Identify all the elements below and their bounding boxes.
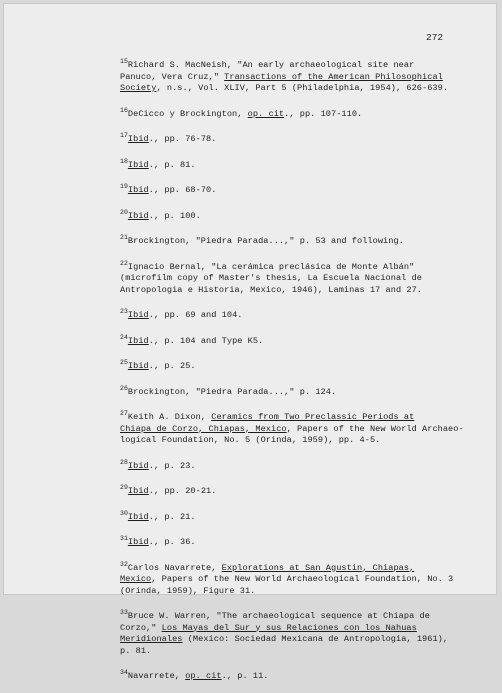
underlined-text: Transactions of the American Philosophical bbox=[224, 71, 443, 82]
footnote-30 bbox=[120, 508, 484, 524]
footnote-number: 25 bbox=[120, 359, 128, 366]
footnote-number: 28 bbox=[120, 458, 128, 466]
footnote-line bbox=[120, 435, 484, 447]
page-number: 272 bbox=[426, 32, 444, 43]
footnote-line bbox=[84, 306, 484, 322]
footnote-33 bbox=[120, 607, 484, 657]
underlined-text: Los Mayas del Sur y sus Relaciones con los Nahuas bbox=[161, 622, 417, 633]
footnote-line bbox=[84, 56, 484, 72]
footnote-number: 31 bbox=[120, 535, 128, 542]
footnote-21 bbox=[120, 232, 484, 248]
footnote-line bbox=[84, 332, 484, 348]
footnote-number: 16 bbox=[120, 106, 128, 114]
footnote-number: 26 bbox=[120, 384, 128, 392]
underlined-text: Ibid bbox=[127, 134, 149, 144]
footnote-line bbox=[84, 207, 484, 223]
footnote-text: , n.s., Vol. XLIV, Part 5 (Philadelphia, 1954), 626-639. bbox=[156, 83, 449, 93]
footnote-text: ., p. 81. bbox=[148, 159, 196, 170]
footnote-text: Antropologia e Historia, Mexico, 1946), Laminas 17 and 27. bbox=[120, 284, 423, 295]
footnote-18 bbox=[120, 156, 484, 172]
footnote-text: ., pp. 68-70. bbox=[148, 185, 217, 195]
underlined-text: Mexico bbox=[120, 574, 152, 584]
footnote-line bbox=[84, 130, 484, 146]
footnote-text: , Papers of the New World Archaeological Foundation, No. 3 bbox=[151, 574, 454, 584]
footnote-text: ., p. 23. bbox=[148, 460, 196, 471]
underlined-text: Ibid bbox=[127, 210, 149, 221]
underlined-text: op. cit bbox=[247, 108, 285, 119]
footnote-number: 17 bbox=[120, 132, 128, 139]
footnote-text: ., pp. 20-21. bbox=[148, 486, 217, 496]
footnote-19 bbox=[120, 181, 484, 197]
footnote-text: p. 81. bbox=[120, 645, 152, 656]
footnote-line bbox=[120, 424, 484, 436]
underlined-text: Explorations at San Agustin, Chiapas, bbox=[221, 562, 415, 573]
footnote-text: ., p. 25. bbox=[148, 361, 196, 371]
footnote-number: 18 bbox=[120, 157, 128, 165]
footnote-22 bbox=[120, 258, 484, 297]
footnote-text: Richard S. MacNeish, "An early archaeological site near bbox=[127, 60, 415, 70]
footnote-line bbox=[84, 105, 484, 121]
footnote-text: ., p. 11. bbox=[221, 671, 269, 681]
footnote-line bbox=[84, 156, 484, 172]
underlined-text: Society bbox=[120, 83, 157, 93]
footnote-text: (Mexico: Sociedad Mexicana de Antropologia, 1961), bbox=[182, 634, 449, 644]
footnote-32 bbox=[120, 559, 484, 598]
footnote-line bbox=[84, 667, 484, 683]
footnote-line bbox=[120, 574, 484, 586]
footnote-line bbox=[120, 273, 484, 285]
footnote-27 bbox=[120, 408, 484, 447]
underlined-text: Ibid bbox=[127, 361, 149, 371]
footnote-29 bbox=[120, 482, 484, 498]
footnote-26 bbox=[120, 383, 484, 399]
footnote-text: ., p. 104 and Type K5. bbox=[148, 335, 264, 346]
footnote-text: ., p. 36. bbox=[148, 537, 196, 547]
footnote-line bbox=[84, 258, 484, 274]
underlined-text: Ibid bbox=[127, 335, 149, 346]
footnote-16 bbox=[120, 105, 484, 121]
footnote-text: Bruce W. Warren, "The archaeological sequence at Chiapa de bbox=[127, 611, 430, 621]
underlined-text: Chiapa de Corzo, Chiapas, Mexico bbox=[120, 423, 287, 434]
footnote-text: ., pp. 69 and 104. bbox=[148, 310, 243, 320]
underlined-text: Ibid bbox=[127, 185, 149, 195]
footnote-20 bbox=[120, 207, 484, 223]
underlined-text: Ibid bbox=[127, 310, 149, 320]
underlined-text: Ceramics from Two Preclassic Periods at bbox=[211, 412, 415, 422]
footnote-text: ., p. 100. bbox=[148, 210, 201, 221]
footnote-line bbox=[84, 357, 484, 373]
footnote-number: 21 bbox=[120, 234, 128, 241]
footnote-24 bbox=[120, 332, 484, 348]
underlined-text: op. cit bbox=[185, 671, 222, 681]
footnote-34 bbox=[120, 667, 484, 683]
footnote-number: 33 bbox=[120, 609, 128, 616]
footnote-text: Brockington, "Piedra Parada...," p. 124. bbox=[127, 386, 337, 397]
footnote-17 bbox=[120, 130, 484, 146]
footnote-number: 19 bbox=[120, 183, 128, 190]
document-page bbox=[3, 3, 497, 681]
footnote-text: ., pp. 107-110. bbox=[284, 108, 363, 119]
footnote-15 bbox=[120, 56, 484, 95]
footnote-text: Ignacio Bernal, "La cerámica preclásica de Monte Albán" bbox=[127, 261, 415, 272]
footnote-line bbox=[84, 181, 484, 197]
footnote-line bbox=[120, 586, 484, 598]
footnote-number: 24 bbox=[120, 333, 128, 341]
footnote-text: DeCicco y Brockington, bbox=[127, 108, 248, 119]
underlined-text: Ibid bbox=[127, 159, 149, 170]
underlined-text: Ibid bbox=[127, 511, 149, 522]
footnote-number: 22 bbox=[120, 259, 128, 267]
underlined-text: Ibid bbox=[127, 486, 149, 496]
footnote-25 bbox=[120, 357, 484, 373]
footnote-line bbox=[120, 83, 484, 95]
footnote-text: logical Foundation, No. 5 (Orinda, 1959), pp. 4-5. bbox=[120, 435, 381, 445]
footnote-line bbox=[84, 482, 484, 498]
underlined-text: Ibid bbox=[127, 537, 149, 547]
footnote-number: 15 bbox=[120, 58, 128, 65]
footnote-28 bbox=[120, 457, 484, 473]
footnote-text: , Papers of the New World Archaeo- bbox=[286, 423, 464, 434]
footnote-line bbox=[84, 508, 484, 524]
footnote-text: (microfilm copy of Master's thesis, La Escuela Nacional de bbox=[120, 273, 423, 283]
footnote-text: Panuco, Vera Cruz," bbox=[120, 71, 225, 82]
footnote-line bbox=[120, 646, 484, 658]
footnote-number: 20 bbox=[120, 208, 128, 216]
footnote-number: 32 bbox=[120, 560, 128, 568]
footnote-text: Corzo," bbox=[120, 622, 162, 633]
footnote-line bbox=[84, 533, 484, 549]
footnote-31 bbox=[120, 533, 484, 549]
footnote-line bbox=[84, 559, 484, 575]
footnote-number: 23 bbox=[120, 308, 128, 315]
footnote-text: Navarrete, bbox=[127, 671, 186, 681]
footnote-line bbox=[120, 623, 484, 635]
underlined-text: Meridionales bbox=[120, 634, 183, 644]
footnote-line bbox=[120, 285, 484, 297]
footnote-number: 34 bbox=[120, 669, 128, 676]
footnote-23 bbox=[120, 306, 484, 322]
footnote-text: Carlos Navarrete, bbox=[127, 562, 222, 573]
footnote-text: (Orinda, 1959), Figure 31. bbox=[120, 585, 256, 596]
footnote-text: ., pp. 76-78. bbox=[148, 134, 217, 144]
footnote-line bbox=[84, 457, 484, 473]
footnote-text: Keith A. Dixon, bbox=[127, 412, 212, 422]
footnote-text: Brockington, "Piedra Parada...," p. 53 and following. bbox=[127, 236, 404, 246]
footnotes-list bbox=[84, 56, 484, 693]
footnote-line bbox=[120, 72, 484, 84]
footnote-line bbox=[120, 634, 484, 646]
footnote-number: 29 bbox=[120, 484, 128, 491]
footnote-line bbox=[84, 232, 484, 248]
footnote-number: 30 bbox=[120, 509, 128, 517]
footnote-text: ., p. 21. bbox=[148, 511, 196, 522]
footnote-line bbox=[84, 607, 484, 623]
underlined-text: Ibid bbox=[127, 460, 149, 471]
footnote-line bbox=[84, 383, 484, 399]
footnote-line bbox=[84, 408, 484, 424]
footnote-number: 27 bbox=[120, 410, 128, 417]
